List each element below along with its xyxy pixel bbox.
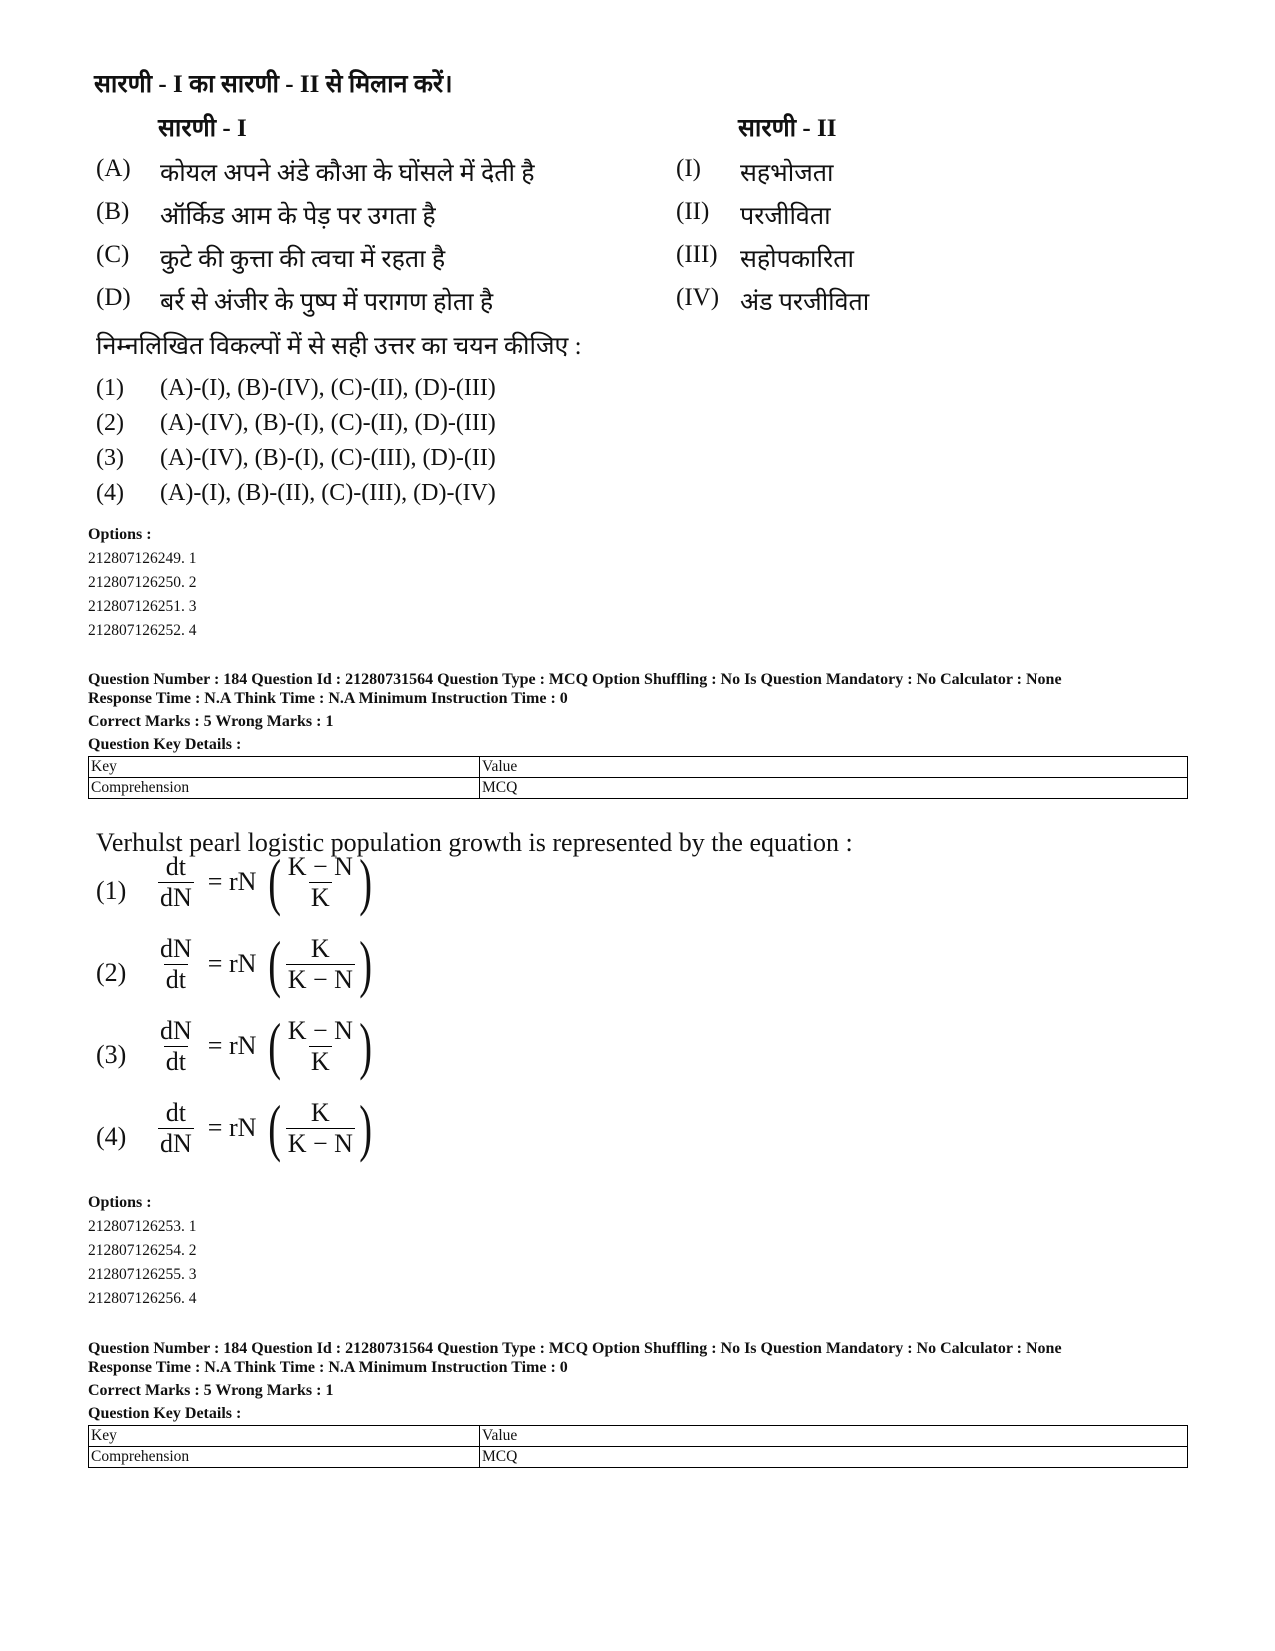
column2-heading: सारणी - II <box>738 115 837 142</box>
lhs-fraction <box>158 1016 194 1077</box>
rhs-fraction <box>286 934 355 995</box>
right-item-label: (I) <box>676 155 701 182</box>
left-item-text: बर्र से अंजीर के पुष्प में परागण होता है <box>160 289 494 316</box>
rhs-numerator: K − N <box>287 1015 353 1045</box>
lhs-numerator: dt <box>165 851 186 881</box>
rhs-numerator: K − N <box>287 851 353 881</box>
choice-number: (2) <box>96 410 124 436</box>
right-item-text: सहभोजता <box>740 160 834 187</box>
option-id: 212807126255. 3 <box>88 1266 197 1283</box>
equation-number: (3) <box>96 1040 127 1069</box>
lhs-fraction <box>158 1098 194 1159</box>
left-item-text: ऑर्किड आम के पेड़ पर उगता है <box>160 203 436 230</box>
left-item-text: कोयल अपने अंडे कौआ के घोंसले में देती है <box>160 160 535 187</box>
option-id: 212807126254. 2 <box>88 1242 197 1259</box>
left-item-label: (C) <box>96 241 130 268</box>
equation <box>158 1010 376 1081</box>
equation-number: (2) <box>96 958 127 987</box>
lhs-denominator: dt <box>165 1046 186 1076</box>
question-meta-line1: Question Number : 184 Question Id : 21280731564 Question Type : MCQ Option Shuffling : No Is Question Mandatory : No Calculator : None <box>88 1340 1062 1357</box>
option-id: 212807126249. 1 <box>88 550 197 567</box>
rhs-numerator: K <box>310 933 330 963</box>
right-paren: ) <box>359 928 372 999</box>
equals-rn: = rN <box>207 1113 257 1142</box>
right-item-label: (IV) <box>676 284 720 311</box>
marks-line: Correct Marks : 5 Wrong Marks : 1 <box>88 713 334 730</box>
option-id: 212807126251. 3 <box>88 598 197 615</box>
table-row <box>89 1447 1188 1468</box>
column1-heading: सारणी - I <box>158 115 247 142</box>
lhs-numerator: dN <box>160 933 192 963</box>
equation <box>158 1092 376 1163</box>
right-paren: ) <box>359 846 372 917</box>
table-header-row <box>89 757 1188 778</box>
match-instruction: सारणी - I का सारणी - II से मिलान करें। <box>94 71 453 98</box>
option-id: 212807126256. 4 <box>88 1290 197 1307</box>
equals-rn: = rN <box>207 1031 257 1060</box>
rhs-numerator: K <box>310 1097 330 1127</box>
left-item-text: कुटे की कुत्ता की त्वचा में रहता है <box>160 246 446 273</box>
table-cell-value: MCQ <box>480 1447 1188 1468</box>
left-item-label: (B) <box>96 198 130 225</box>
choice-text: (A)-(IV), (B)-(I), (C)-(II), (D)-(III) <box>160 410 496 436</box>
table-cell-key: Comprehension <box>89 1447 480 1468</box>
right-item-label: (II) <box>676 198 710 225</box>
choice-text: (A)-(IV), (B)-(I), (C)-(III), (D)-(II) <box>160 445 496 471</box>
table-header-value: Value <box>480 1426 1188 1447</box>
table-header-key: Key <box>89 1426 480 1447</box>
key-details-label: Question Key Details : <box>88 1405 242 1422</box>
rhs-fraction <box>286 1016 355 1077</box>
lhs-denominator: dN <box>160 882 192 912</box>
equation <box>158 846 376 917</box>
left-item-label: (D) <box>96 284 131 311</box>
question-text: Verhulst pearl logistic population growth is represented by the equation : <box>96 828 853 857</box>
rhs-denominator: K <box>310 1046 330 1076</box>
options-label: Options : <box>88 526 152 543</box>
left-item-label: (A) <box>96 155 131 182</box>
equation-number: (1) <box>96 876 127 905</box>
equals-rn: = rN <box>207 867 257 896</box>
question-meta-line2: Response Time : N.A Think Time : N.A Minimum Instruction Time : 0 <box>88 1359 568 1376</box>
table-header-key: Key <box>89 757 480 778</box>
lhs-fraction <box>158 934 194 995</box>
option-id: 212807126252. 4 <box>88 622 197 639</box>
key-details-table <box>88 1425 1188 1468</box>
right-item-text: परजीविता <box>740 203 831 230</box>
left-paren: ( <box>268 928 282 999</box>
marks-line: Correct Marks : 5 Wrong Marks : 1 <box>88 1382 334 1399</box>
left-paren: ( <box>268 846 282 917</box>
right-item-text: अंड परजीविता <box>740 289 870 316</box>
key-details-label: Question Key Details : <box>88 736 242 753</box>
choose-instruction: निम्नलिखित विकल्पों में से सही उत्तर का चयन कीजिए : <box>96 333 582 360</box>
right-paren: ) <box>359 1092 372 1163</box>
equation-number: (4) <box>96 1122 127 1151</box>
table-header-value: Value <box>480 757 1188 778</box>
lhs-fraction <box>158 852 194 913</box>
options-list <box>88 547 197 643</box>
rhs-fraction <box>286 852 355 913</box>
options-label: Options : <box>88 1194 152 1211</box>
table-row <box>89 778 1188 799</box>
lhs-denominator: dN <box>160 1128 192 1158</box>
left-paren: ( <box>268 1010 282 1081</box>
question-meta-line2: Response Time : N.A Think Time : N.A Minimum Instruction Time : 0 <box>88 690 568 707</box>
options-list <box>88 1215 197 1311</box>
equation <box>158 928 376 999</box>
option-id: 212807126250. 2 <box>88 574 197 591</box>
right-item-label: (III) <box>676 241 718 268</box>
choice-number: (1) <box>96 375 124 401</box>
equals-rn: = rN <box>207 949 257 978</box>
rhs-fraction <box>286 1098 355 1159</box>
right-item-text: सहोपकारिता <box>740 246 854 273</box>
key-details-table <box>88 756 1188 799</box>
choice-number: (4) <box>96 480 124 506</box>
right-paren: ) <box>359 1010 372 1081</box>
choice-text: (A)-(I), (B)-(IV), (C)-(II), (D)-(III) <box>160 375 496 401</box>
rhs-denominator: K − N <box>287 1128 353 1158</box>
rhs-denominator: K − N <box>287 964 353 994</box>
left-paren: ( <box>268 1092 282 1163</box>
choice-number: (3) <box>96 445 124 471</box>
table-header-row <box>89 1426 1188 1447</box>
lhs-numerator: dN <box>160 1015 192 1045</box>
rhs-denominator: K <box>310 882 330 912</box>
option-id: 212807126253. 1 <box>88 1218 197 1235</box>
choice-text: (A)-(I), (B)-(II), (C)-(III), (D)-(IV) <box>160 480 496 506</box>
table-cell-value: MCQ <box>480 778 1188 799</box>
question-meta-line1: Question Number : 184 Question Id : 21280731564 Question Type : MCQ Option Shuffling : No Is Question Mandatory : No Calculator : None <box>88 671 1062 688</box>
lhs-denominator: dt <box>165 964 186 994</box>
lhs-numerator: dt <box>165 1097 186 1127</box>
table-cell-key: Comprehension <box>89 778 480 799</box>
